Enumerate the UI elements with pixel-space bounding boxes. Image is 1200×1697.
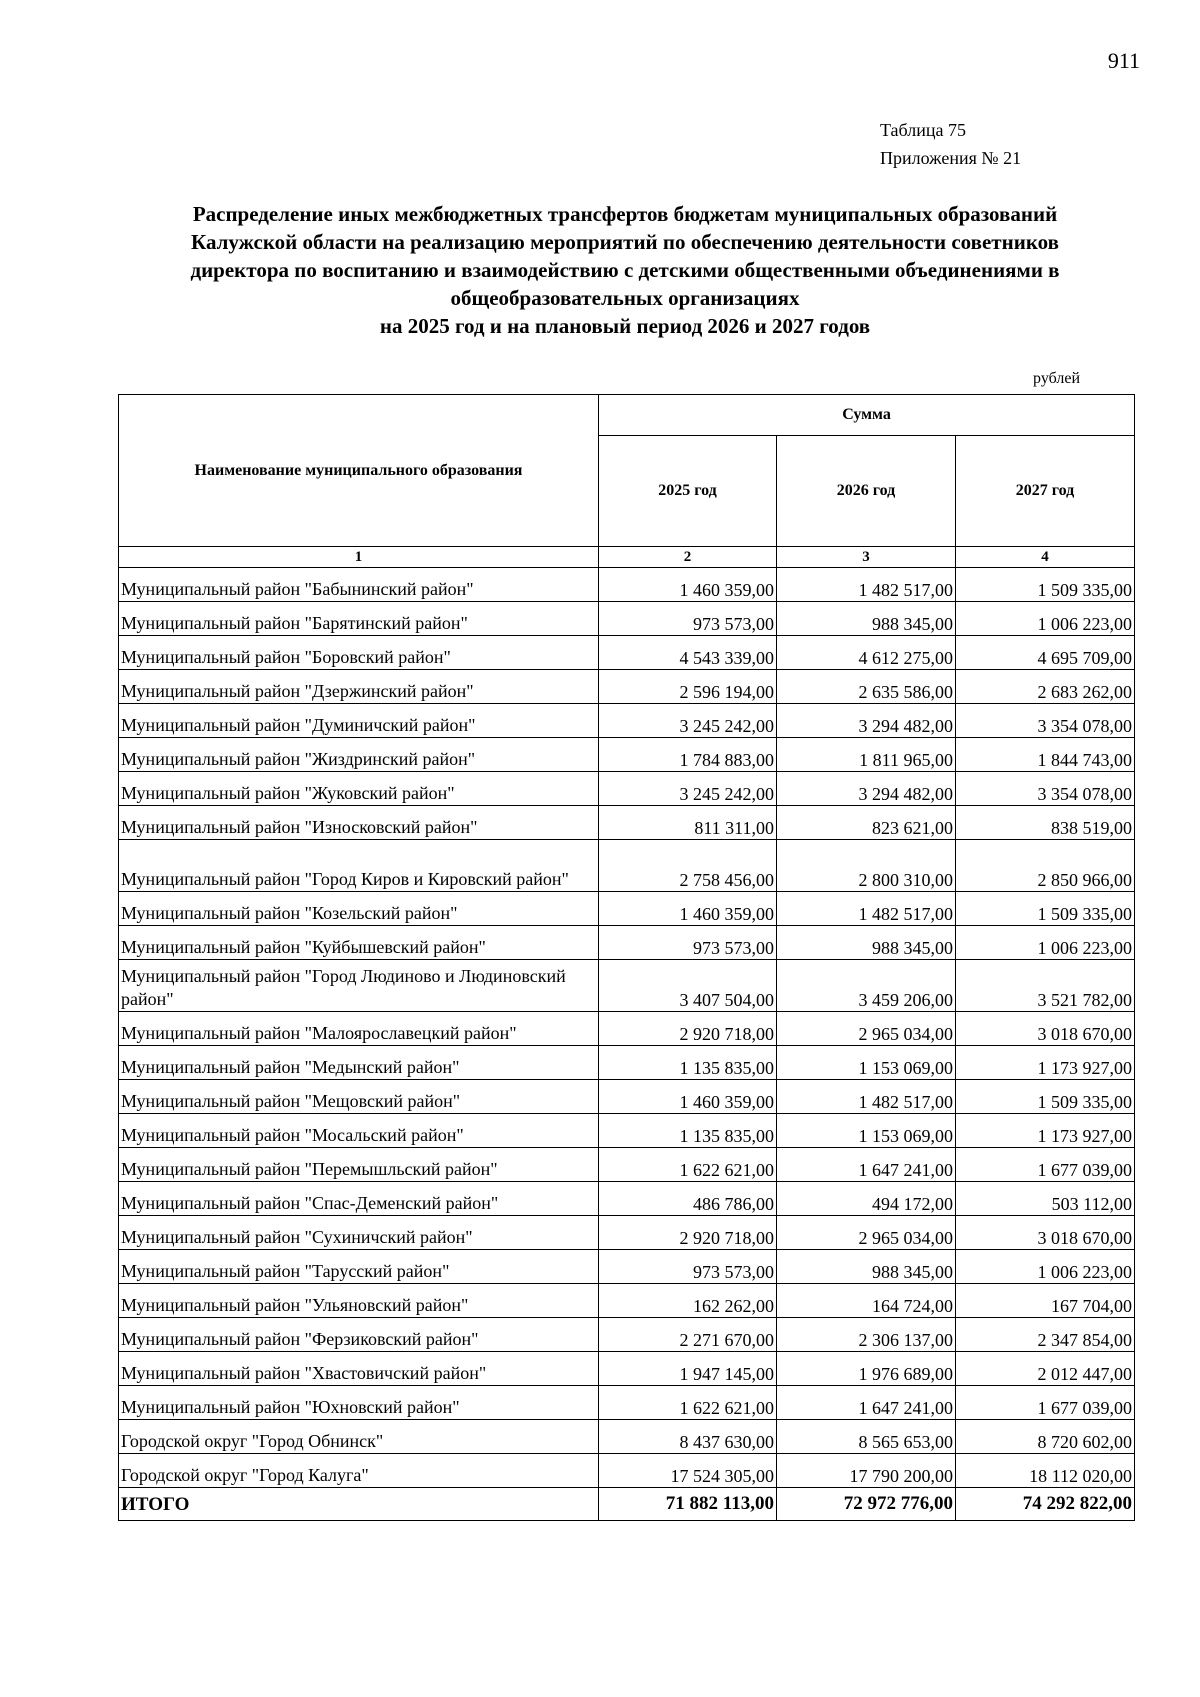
title-line: на 2025 год и на плановый период 2026 и 2027 годов [379,314,871,338]
amount-2025: 1 460 359,00 [599,892,777,926]
column-number: 3 [777,547,956,568]
municipality-name: Муниципальный район "Думиничский район" [119,704,599,738]
amount-2025: 2 271 670,00 [599,1318,777,1352]
table-row [119,1454,1135,1488]
amount-2025: 4 543 339,00 [599,636,777,670]
municipality-name: Муниципальный район "Износковский район" [119,806,599,840]
amount-2025: 973 573,00 [599,1250,777,1284]
amount-2025: 1 460 359,00 [599,1080,777,1114]
municipality-name: Муниципальный район "Барятинский район" [119,602,599,636]
municipality-name: Муниципальный район "Жуковский район" [119,772,599,806]
amount-2027: 3 018 670,00 [956,1216,1135,1250]
municipality-name: Муниципальный район "Юхновский район" [119,1386,599,1420]
amount-2025: 3 407 504,00 [599,960,777,1012]
amount-2026: 1 153 069,00 [777,1046,956,1080]
unit-label: рублей [1033,370,1080,387]
table-row [119,1080,1135,1114]
amount-2026: 164 724,00 [777,1284,956,1318]
amount-2025: 3 245 242,00 [599,772,777,806]
municipality-name: Муниципальный район "Мещовский район" [119,1080,599,1114]
total-label: ИТОГО [119,1488,599,1521]
amount-2027: 3 521 782,00 [956,960,1135,1012]
column-number: 2 [599,547,777,568]
municipality-name: Муниципальный район "Мосальский район" [119,1114,599,1148]
municipality-name: Муниципальный район "Бабынинский район" [119,568,599,602]
amount-2025: 1 460 359,00 [599,568,777,602]
amount-2026: 3 294 482,00 [777,704,956,738]
municipality-name: Городской округ "Город Калуга" [119,1454,599,1488]
amount-2025: 8 437 630,00 [599,1420,777,1454]
table-row [119,772,1135,806]
amount-2025: 162 262,00 [599,1284,777,1318]
amount-2026: 2 635 586,00 [777,670,956,704]
table-row [119,1386,1135,1420]
column-number: 1 [119,547,599,568]
amount-2027: 1 173 927,00 [956,1046,1135,1080]
table-row [119,704,1135,738]
amount-2027: 1 006 223,00 [956,602,1135,636]
amount-2027: 3 018 670,00 [956,1012,1135,1046]
title-line: общеобразовательных организациях [450,286,800,310]
amount-2026: 1 482 517,00 [777,568,956,602]
amount-2027: 4 695 709,00 [956,636,1135,670]
amount-2025: 486 786,00 [599,1182,777,1216]
table-row [119,840,1135,892]
amount-2026: 1 153 069,00 [777,1114,956,1148]
amount-2027: 2 347 854,00 [956,1318,1135,1352]
header-sum: Сумма [599,395,1135,436]
municipality-name: Муниципальный район "Хвастовичский район" [119,1352,599,1386]
amount-2026: 1 482 517,00 [777,1080,956,1114]
allocation-table [118,394,1135,1521]
table-row [119,806,1135,840]
amount-2027: 1 173 927,00 [956,1114,1135,1148]
amount-2026: 1 647 241,00 [777,1386,956,1420]
header-year-2025: 2025 год [599,436,777,547]
table-row [119,1318,1135,1352]
municipality-name: Муниципальный район "Тарусский район" [119,1250,599,1284]
header-name: Наименование муниципального образования [119,395,599,547]
table-row [119,1182,1135,1216]
amount-2027: 18 112 020,00 [956,1454,1135,1488]
amount-2027: 1 006 223,00 [956,1250,1135,1284]
amount-2026: 17 790 200,00 [777,1454,956,1488]
table-row [119,738,1135,772]
amount-2026: 2 800 310,00 [777,840,956,892]
amount-2025: 1 784 883,00 [599,738,777,772]
amount-2026: 3 459 206,00 [777,960,956,1012]
municipality-name: Муниципальный район "Куйбышевский район" [119,926,599,960]
amount-2027: 503 112,00 [956,1182,1135,1216]
table-reference [880,116,1140,172]
amount-2027: 2 850 966,00 [956,840,1135,892]
amount-2026: 2 306 137,00 [777,1318,956,1352]
table-row [119,1284,1135,1318]
amount-2025: 1 622 621,00 [599,1386,777,1420]
table-row [119,1216,1135,1250]
amount-2026: 988 345,00 [777,926,956,960]
municipality-name: Муниципальный район "Спас-Деменский район" [119,1182,599,1216]
table-row [119,636,1135,670]
amount-2026: 1 811 965,00 [777,738,956,772]
title-line: Распределение иных межбюджетных трансфертов бюджетам муниципальных образований [192,202,1058,226]
document-title [120,200,1130,340]
amount-2027: 3 354 078,00 [956,772,1135,806]
amount-2027: 167 704,00 [956,1284,1135,1318]
amount-2025: 3 245 242,00 [599,704,777,738]
municipality-name: Муниципальный район "Сухиничский район" [119,1216,599,1250]
amount-2025: 1 947 145,00 [599,1352,777,1386]
municipality-name: Муниципальный район "Ферзиковский район" [119,1318,599,1352]
total-2025: 71 882 113,00 [599,1488,777,1521]
amount-2026: 988 345,00 [777,1250,956,1284]
amount-2027: 838 519,00 [956,806,1135,840]
amount-2025: 1 135 835,00 [599,1114,777,1148]
table-row [119,1114,1135,1148]
municipality-name: Городской округ "Город Обнинск" [119,1420,599,1454]
title-line: директора по воспитанию и взаимодействию с детскими общественными объединениями в [190,258,1060,282]
table-row [119,1148,1135,1182]
amount-2026: 2 965 034,00 [777,1216,956,1250]
amount-2026: 4 612 275,00 [777,636,956,670]
amount-2025: 973 573,00 [599,602,777,636]
amount-2025: 17 524 305,00 [599,1454,777,1488]
header-year-2027: 2027 год [956,436,1135,547]
table-row [119,926,1135,960]
appendix-number: Приложения № 21 [880,148,1022,168]
municipality-name: Муниципальный район "Перемышльский район" [119,1148,599,1182]
table-row [119,1420,1135,1454]
header-year-2026: 2026 год [777,436,956,547]
municipality-name: Муниципальный район "Город Людиново и Людиновский район" [119,960,599,1012]
municipality-name: Муниципальный район "Малоярославецкий район" [119,1012,599,1046]
amount-2027: 1 509 335,00 [956,1080,1135,1114]
amount-2027: 1 509 335,00 [956,568,1135,602]
title-line: Калужской области на реализацию мероприятий по обеспечению деятельности советников [191,230,1059,254]
column-number: 4 [956,547,1135,568]
table-row [119,1352,1135,1386]
amount-2027: 1 677 039,00 [956,1148,1135,1182]
amount-2027: 1 509 335,00 [956,892,1135,926]
table-row [119,568,1135,602]
table-row [119,1012,1135,1046]
total-2026: 72 972 776,00 [777,1488,956,1521]
amount-2027: 8 720 602,00 [956,1420,1135,1454]
table-number: Таблица 75 [880,120,966,140]
amount-2027: 3 354 078,00 [956,704,1135,738]
municipality-name: Муниципальный район "Жиздринский район" [119,738,599,772]
page-number: 911 [1107,48,1140,73]
municipality-name: Муниципальный район "Козельский район" [119,892,599,926]
amount-2026: 823 621,00 [777,806,956,840]
amount-2027: 1 006 223,00 [956,926,1135,960]
total-2027: 74 292 822,00 [956,1488,1135,1521]
amount-2026: 3 294 482,00 [777,772,956,806]
municipality-name: Муниципальный район "Медынский район" [119,1046,599,1080]
total-row [119,1488,1135,1521]
municipality-name: Муниципальный район "Город Киров и Кировский район" [119,840,599,892]
amount-2026: 8 565 653,00 [777,1420,956,1454]
table-row [119,1250,1135,1284]
table-row [119,670,1135,704]
table-row [119,960,1135,1012]
amount-2026: 988 345,00 [777,602,956,636]
municipality-name: Муниципальный район "Боровский район" [119,636,599,670]
municipality-name: Муниципальный район "Ульяновский район" [119,1284,599,1318]
amount-2026: 494 172,00 [777,1182,956,1216]
amount-2025: 2 758 456,00 [599,840,777,892]
amount-2027: 1 844 743,00 [956,738,1135,772]
amount-2025: 811 311,00 [599,806,777,840]
amount-2025: 1 135 835,00 [599,1046,777,1080]
amount-2025: 2 920 718,00 [599,1012,777,1046]
table-row [119,892,1135,926]
amount-2025: 2 596 194,00 [599,670,777,704]
amount-2027: 2 683 262,00 [956,670,1135,704]
amount-2026: 1 647 241,00 [777,1148,956,1182]
amount-2025: 973 573,00 [599,926,777,960]
amount-2025: 1 622 621,00 [599,1148,777,1182]
municipality-name: Муниципальный район "Дзержинский район" [119,670,599,704]
amount-2027: 1 677 039,00 [956,1386,1135,1420]
amount-2026: 2 965 034,00 [777,1012,956,1046]
amount-2026: 1 482 517,00 [777,892,956,926]
amount-2026: 1 976 689,00 [777,1352,956,1386]
amount-2027: 2 012 447,00 [956,1352,1135,1386]
amount-2025: 2 920 718,00 [599,1216,777,1250]
table-row [119,1046,1135,1080]
table-row [119,602,1135,636]
